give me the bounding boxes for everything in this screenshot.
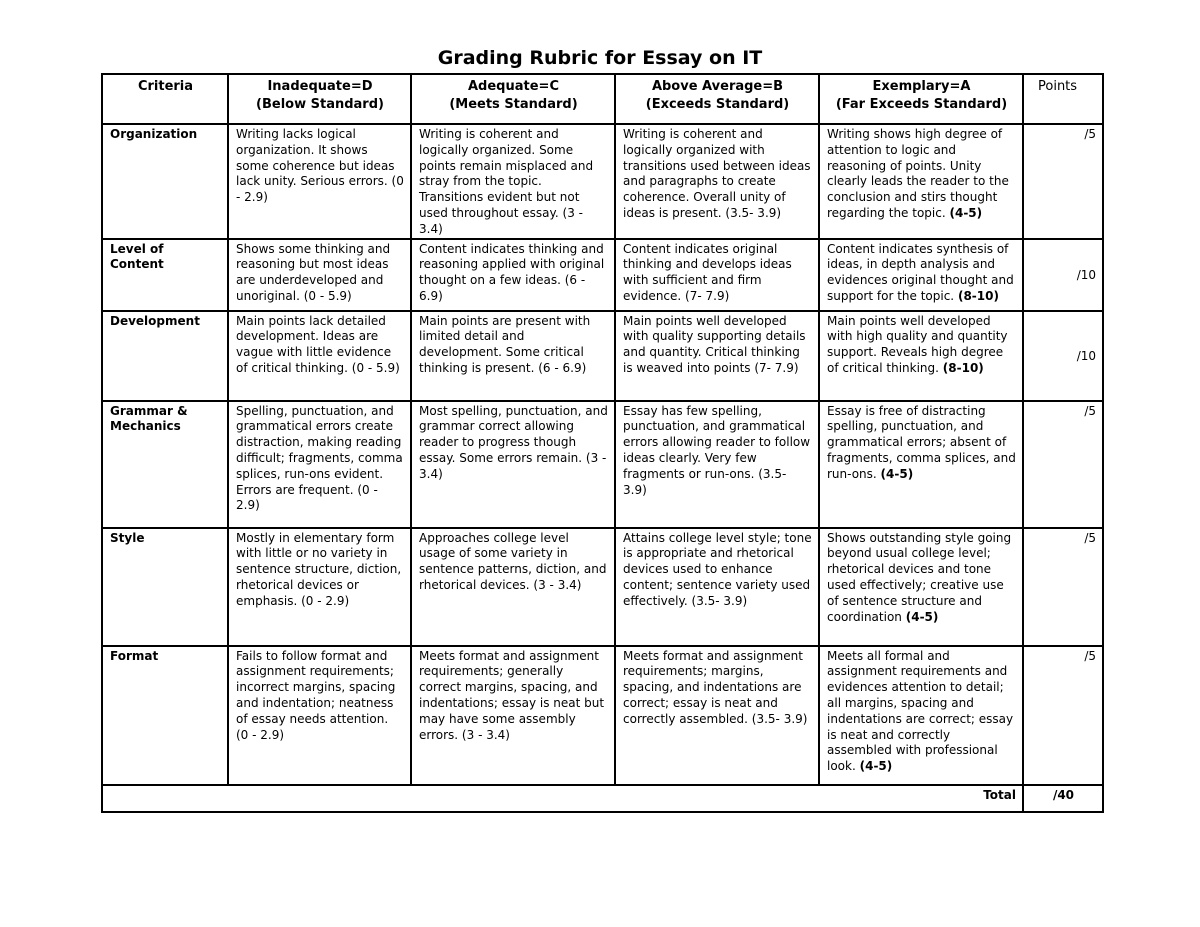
exemplary-cell: Writing shows high degree of attention to logic and reasoning of points. Unity clearly leads the reader to the conclusion and stirs thought regarding the topic. (4-5) — [819, 124, 1023, 239]
rubric-row-development — [102, 311, 1103, 401]
header-criteria: Criteria — [102, 74, 228, 124]
inadequate-cell: Writing lacks logical organization. It shows some coherence but ideas lack unity. Serious errors. (0 - 2.9) — [228, 124, 411, 239]
above-average-cell: Meets format and assignment requirements; margins, spacing, and indentations are correct; essay is neat and correctly assembled. (3.5- 3.9) — [615, 646, 819, 785]
exemplary-cell: Shows outstanding style going beyond usual college level; rhetorical devices and tone used effectively; creative use of sentence structure and coordination (4-5) — [819, 528, 1023, 646]
inadequate-cell: Spelling, punctuation, and grammatical errors create distraction, making reading difficult; fragments, comma splices, run-ons evident. Errors are frequent. (0 - 2.9) — [228, 401, 411, 528]
criteria-cell: Level of Content — [102, 239, 228, 311]
points-cell: /5 — [1023, 528, 1103, 646]
rubric-row-format — [102, 646, 1103, 785]
total-value: /40 — [1023, 785, 1103, 812]
total-label: Total — [102, 785, 1023, 812]
points-cell: /5 — [1023, 401, 1103, 528]
header-inadequate: Inadequate=D (Below Standard) — [228, 74, 411, 124]
header-exemplary: Exemplary=A (Far Exceeds Standard) — [819, 74, 1023, 124]
criteria-cell: Development — [102, 311, 228, 401]
inadequate-cell: Fails to follow format and assignment requirements; incorrect margins, spacing and indentation; neatness of essay needs attention. (0 - 2.9) — [228, 646, 411, 785]
rubric-title: Grading Rubric for Essay on IT — [437, 47, 763, 69]
rubric-table — [101, 73, 1104, 813]
adequate-cell: Most spelling, punctuation, and grammar correct allowing reader to progress though essay. Some errors remain. (3 - 3.4) — [411, 401, 615, 528]
inadequate-cell: Shows some thinking and reasoning but most ideas are underdeveloped and unoriginal. (0 - 5.9) — [228, 239, 411, 311]
rubric-row-level-of-content — [102, 239, 1103, 311]
points-cell: /5 — [1023, 646, 1103, 785]
total-row — [102, 785, 1103, 812]
above-average-cell: Essay has few spelling, punctuation, and grammatical errors allowing reader to follow ideas clearly. Very few fragments or run-ons. (3.5- 3.9) — [615, 401, 819, 528]
points-cell: /10 — [1023, 239, 1103, 311]
header-adequate: Adequate=C (Meets Standard) — [411, 74, 615, 124]
above-average-cell: Content indicates original thinking and develops ideas with sufficient and firm evidence. (7- 7.9) — [615, 239, 819, 311]
header-row — [102, 74, 1103, 124]
above-average-cell: Main points well developed with quality supporting details and quantity. Critical thinking is weaved into points (7- 7.9) — [615, 311, 819, 401]
adequate-cell: Writing is coherent and logically organized. Some points remain misplaced and stray from the topic. Transitions evident but not used throughout essay. (3 - 3.4) — [411, 124, 615, 239]
header-points: Points — [1023, 74, 1103, 124]
rubric-row-organization — [102, 124, 1103, 239]
above-average-cell: Writing is coherent and logically organized with transitions used between ideas and paragraphs to create coherence. Overall unity of ideas is present. (3.5- 3.9) — [615, 124, 819, 239]
criteria-cell: Organization — [102, 124, 228, 239]
exemplary-cell: Main points well developed with high quality and quantity support. Reveals high degree of critical thinking. (8-10) — [819, 311, 1023, 401]
adequate-cell: Meets format and assignment requirements; generally correct margins, spacing, and indentations; essay is neat but may have some assembly errors. (3 - 3.4) — [411, 646, 615, 785]
points-cell: /5 — [1023, 124, 1103, 239]
exemplary-cell: Essay is free of distracting spelling, punctuation, and grammatical errors; absent of fragments, comma splices, and run-ons. (4-5) — [819, 401, 1023, 528]
above-average-cell: Attains college level style; tone is appropriate and rhetorical devices used to enhance content; sentence variety used effectively. (3.5- 3.9) — [615, 528, 819, 646]
criteria-cell: Style — [102, 528, 228, 646]
header-above-average: Above Average=B (Exceeds Standard) — [615, 74, 819, 124]
adequate-cell: Approaches college level usage of some variety in sentence patterns, diction, and rhetorical devices. (3 - 3.4) — [411, 528, 615, 646]
points-cell: /10 — [1023, 311, 1103, 401]
inadequate-cell: Main points lack detailed development. Ideas are vague with little evidence of critical thinking. (0 - 5.9) — [228, 311, 411, 401]
exemplary-cell: Content indicates synthesis of ideas, in depth analysis and evidences original thought and support for the topic. (8-10) — [819, 239, 1023, 311]
adequate-cell: Main points are present with limited detail and development. Some critical thinking is present. (6 - 6.9) — [411, 311, 615, 401]
rubric-row-grammar-mechanics — [102, 401, 1103, 528]
adequate-cell: Content indicates thinking and reasoning applied with original thought on a few ideas. (6 - 6.9) — [411, 239, 615, 311]
rubric-row-style — [102, 528, 1103, 646]
exemplary-cell: Meets all formal and assignment requirements and evidences attention to detail; all margins, spacing and indentations are correct; essay is neat and correctly assembled with professional look. (4-5) — [819, 646, 1023, 785]
criteria-cell: Grammar & Mechanics — [102, 401, 228, 528]
criteria-cell: Format — [102, 646, 228, 785]
inadequate-cell: Mostly in elementary form with little or no variety in sentence structure, diction, rhetorical devices or emphasis. (0 - 2.9) — [228, 528, 411, 646]
